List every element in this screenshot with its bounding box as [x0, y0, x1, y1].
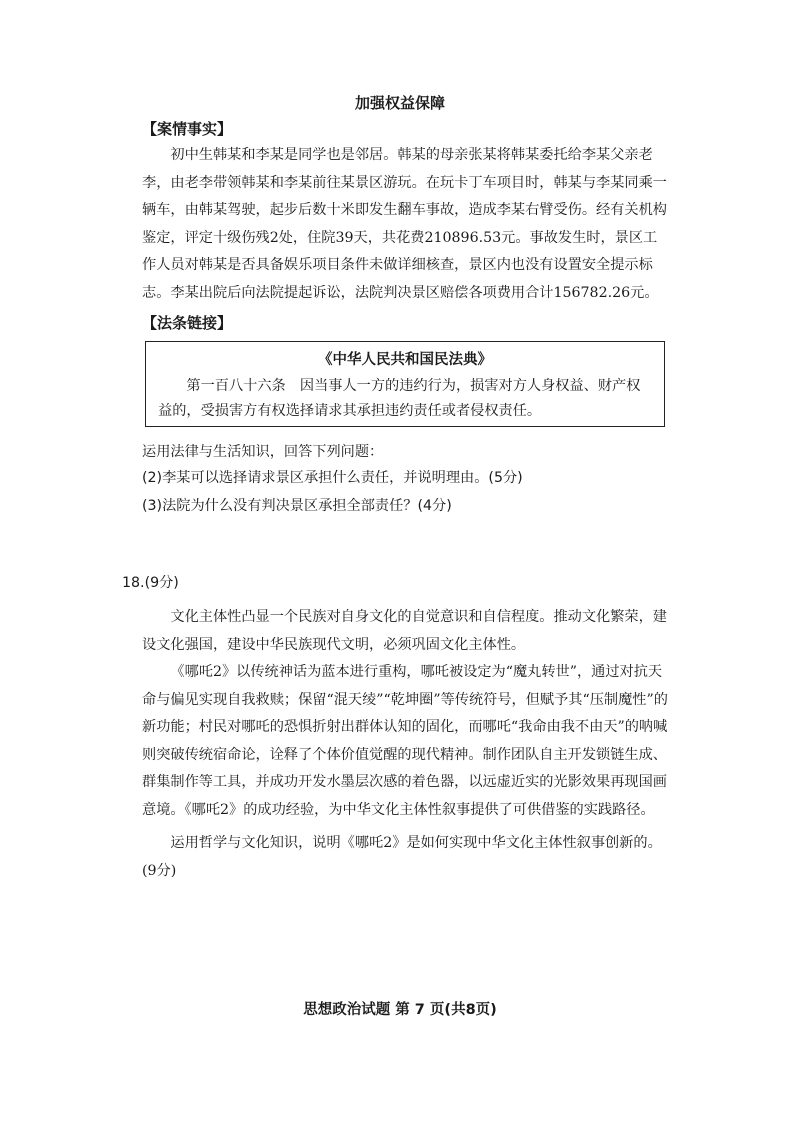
case-heading: 【案情事实】	[142, 120, 233, 138]
law-heading: 【法条链接】	[142, 314, 233, 332]
question-3: (3)法院为什么没有判决景区承担全部责任？(4分)	[142, 498, 452, 514]
section-title: 加强权益保障	[354, 94, 445, 112]
question-18-label: 18.(9分)	[122, 575, 179, 591]
case-text: 初中生韩某和李某是同学也是邻居。韩某的母亲张某将韩某委托给李某父亲老李，由老李带领韩某和李某前往某景区游玩。在玩卡丁车项目时，韩某与李某同乘一辆车，由韩某驾驶，起步后数十米即发生翻车事故，造成李某右臂受伤。经有关机构鉴定，评定十级伤残2处，住院39天，共花费210896.53元。事故发生时，景区工作人员对韩某是否具备娱乐项目条件未做详细核查，景区内也没有设置安全提示标志。李某出院后向法院提起诉讼，法院判决景区赔偿各项费用合计156782.26元。	[142, 147, 667, 301]
law-text: 第一百八十六条 因当事人一方的违约行为，损害对方人身权益、财产权益的，受损害方有权选择请求其承担违约责任或者侵权责任。	[158, 378, 641, 419]
question-18-para1: 文化主体性凸显一个民族对自身文化的自觉意识和自信程度。推动文化繁荣，建设文化强国，建设中华民族现代文明，必须巩固文化主体性。	[142, 609, 667, 653]
law-box	[145, 341, 665, 427]
question-18-para2: 《哪吒2》以传统神话为蓝本进行重构，哪吒被设定为“魔丸转世”，通过对抗天命与偏见实现自我救赎；保留“混天绫”“乾坤圈”等传统符号，但赋予其“压制魔性”的新功能；村民对哪吒的恐惧折射出群体认知的固化，而哪吒“我命由我不由天”的呐喊则突破传统宿命论，诠释了个体价值觉醒的现代精神。制作团队自主开发锁链生成、群集制作等工具，并成功开发水墨层次感的着色器，以远虚近实的光影效果再现国画意境。《哪吒2》的成功经验，为中华文化主体性叙事提供了可供借鉴的实践路径。	[142, 664, 668, 818]
question-18-task: 运用哲学与文化知识，说明《哪吒2》是如何实现中华文化主体性叙事创新的。(9分)	[142, 835, 662, 879]
instruction-text: 运用法律与生活知识，回答下列问题：	[142, 444, 384, 460]
page-footer: 思想政治试题 第 7 页(共8页)	[303, 1002, 497, 1018]
question-2: (2)李某可以选择请求景区承担什么责任，并说明理由。(5分)	[142, 470, 523, 486]
law-title: 《中华人民共和国民法典》	[318, 352, 492, 368]
